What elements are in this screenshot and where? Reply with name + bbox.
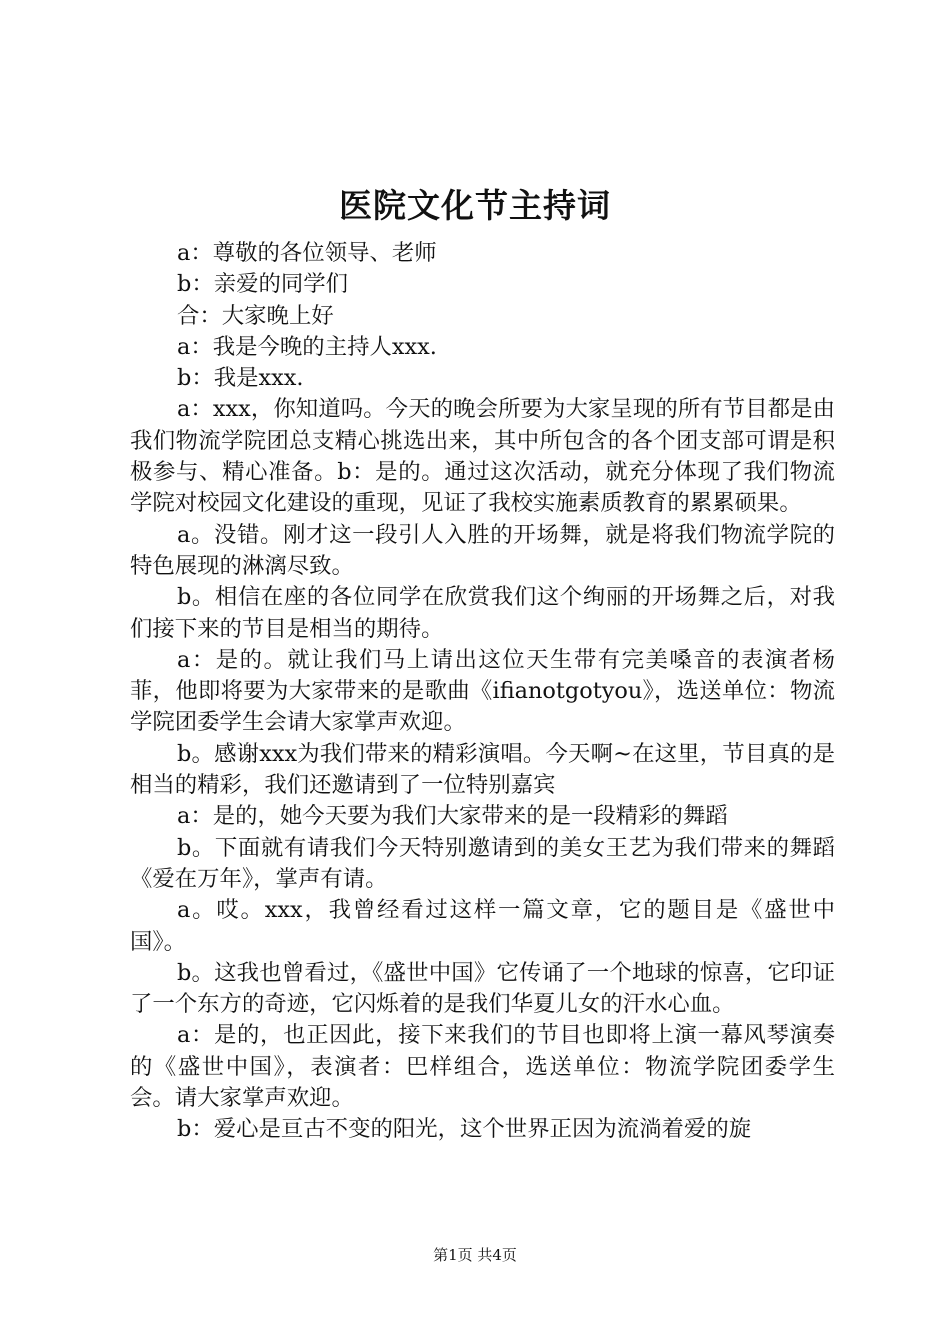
paragraph: a。哎。xxx，我曾经看过这样一篇文章，它的题目是《盛世中国》。 bbox=[130, 897, 835, 955]
paragraph: b：爱心是亘古不变的阳光，这个世界正因为流淌着爱的旋 bbox=[177, 1116, 752, 1143]
paragraph: a：尊敬的各位领导、老师 bbox=[177, 240, 437, 266]
paragraph: 合：大家晚上好 bbox=[177, 302, 334, 329]
paragraph: b：我是xxx. bbox=[177, 365, 304, 392]
document-body bbox=[130, 238, 835, 1146]
paragraph: a：xxx，你知道吗。今天的晚会所要为大家呈现的所有节目都是由我们物流学院团总支精心挑选出来，其中所包含的各个团支部可谓是积极参与、精心准备。b：是的。通过这次活动，就充分体现了我们物流学院对校园文化建设的重现，见证了我校实施素质教育的累累硕果。 bbox=[130, 396, 835, 517]
page-footer: 第1页 共4页 bbox=[433, 1246, 517, 1264]
paragraph: a：是的。就让我们马上请出这位天生带有完美嗓音的表演者杨菲，他即将要为大家带来的是歌曲《ifianotgotyou》，选送单位：物流学院团委学生会请大家掌声欢迎。 bbox=[130, 646, 835, 736]
paragraph: b。相信在座的各位同学在欣赏我们这个绚丽的开场舞之后，对我们接下来的节目是相当的期待。 bbox=[130, 584, 835, 642]
paragraph: b。感谢xxx为我们带来的精彩演唱。今天啊~在这里，节目真的是相当的精彩，我们还邀请到了一位特别嘉宾 bbox=[130, 740, 835, 799]
paragraph: a。没错。刚才这一段引人入胜的开场舞，就是将我们物流学院的特色展现的淋漓尽致。 bbox=[130, 521, 835, 579]
paragraph: a：我是今晚的主持人xxx. bbox=[177, 333, 437, 360]
paragraph: a：是的，她今天要为我们大家带来的是一段精彩的舞蹈 bbox=[177, 803, 728, 830]
page-title: 医院文化节主持词 bbox=[339, 186, 611, 225]
paragraph: b。这我也曾看过，《盛世中国》它传诵了一个地球的惊喜，它印证了一个东方的奇迹，它闪烁着的是我们华夏儿女的汗水心血。 bbox=[130, 959, 835, 1018]
paragraph: b。下面就有请我们今天特别邀请到的美女王艺为我们带来的舞蹈《爱在万年》，掌声有请。 bbox=[130, 834, 835, 892]
paragraph: b：亲爱的同学们 bbox=[177, 271, 349, 298]
paragraph: a：是的，也正因此，接下来我们的节目也即将上演一幕风琴演奏的《盛世中国》，表演者：巴样组合，选送单位：物流学院团委学生会。请大家掌声欢迎。 bbox=[130, 1022, 835, 1112]
